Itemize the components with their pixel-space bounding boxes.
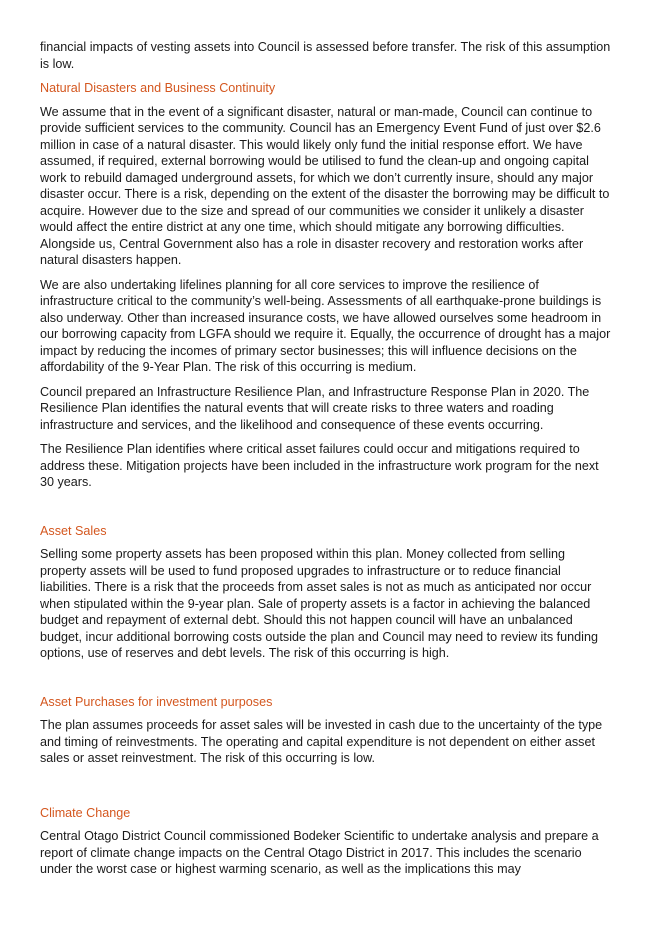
section-heading: Climate Change — [40, 805, 131, 820]
paragraph: We assume that in the event of a significant disaster, natural or man-made, Council can continue to provide sufficient services to the community. Council has an Emergency Event Fund of just over $2.6 million in case of a natural disaster. This would likely only fund the initial response effort. We have assumed, if required, external borrowing would be utilised to fund the clean-up and ongoing capital work to rebuild damaged underground assets, for which we don’t currently insure, should any major disaster occur. There is a risk, depending on the extent of the disaster the borrowing may be difficult to acquire. However due to the size and spread of our communities we consider it unlikely a disaster would affect the entire district at any one time, which should mitigate any borrowing difficulties. Alongside us, Central Government also has a role in disaster recovery and restoration works after natural disasters happen. — [40, 104, 610, 267]
section-climate-change — [40, 805, 614, 878]
section-heading: Natural Disasters and Business Continuity — [40, 81, 276, 95]
intro-paragraph: financial impacts of vesting assets into Council is assessed before transfer. The risk of this assumption is low. — [40, 40, 611, 71]
section-asset-sales — [40, 523, 614, 662]
paragraph: The Resilience Plan identifies where critical asset failures could occur and mitigations required to address these. Mitigation projects have been included in the infrastructure work program for the next 30 years. — [40, 442, 599, 489]
paragraph: Central Otago District Council commissioned Bodeker Scientific to undertake analysis and prepare a report of climate change impacts on the Central Otago District in 2017. This includes the scenario under the worst case or highest warming scenario, as well as the implications this may — [40, 829, 599, 876]
paragraph: We are also undertaking lifelines planning for all core services to improve the resilience of infrastructure critical to the community’s well-being. Assessments of all earthquake-prone buildings is also underway. Other than increased insurance costs, we have allowed ourselves some headroom in our borrowing capacity from LGFA should we require it. Equally, the occurrence of drought has a major impact by reducing the incomes of primary sector businesses; this will influence decisions on the affordability of the 9-Year Plan. The risk of this occurring is medium. — [40, 277, 611, 374]
section-asset-purchases — [40, 694, 614, 767]
section-heading: Asset Purchases for investment purposes — [40, 694, 273, 709]
paragraph: Selling some property assets has been proposed within this plan. Money collected from selling property assets will be used to fund proposed upgrades to infrastructure or to reduce financial liabilities. There is a risk that the proceeds from asset sales is not as much as anticipated nor occur when stipulated within the 9-year plan. Sale of property assets is a factor in achieving the balanced budget and repayment of external debt. Should this not happen council will have an unbalanced budget, incur additional borrowing costs outside the plan and Council may need to review its funding options, use of reserves and debt levels. The risk of this occurring is high. — [40, 547, 598, 660]
paragraph: Council prepared an Infrastructure Resilience Plan, and Infrastructure Response Plan in 2020. The Resilience Plan identifies the natural events that will create risks to three waters and roading infrastructure and services, and the likelihood and consequence of these events occurring. — [40, 384, 590, 432]
section-natural-disasters — [40, 80, 614, 491]
paragraph: The plan assumes proceeds for asset sales will be invested in cash due to the uncertainty of the type and timing of reinvestments. The operating and capital expenditure is not dependent on either asset sales or asset reinvestment. The risk of this occurring is low. — [40, 718, 603, 765]
section-heading: Asset Sales — [40, 523, 107, 538]
document-page — [40, 39, 614, 886]
